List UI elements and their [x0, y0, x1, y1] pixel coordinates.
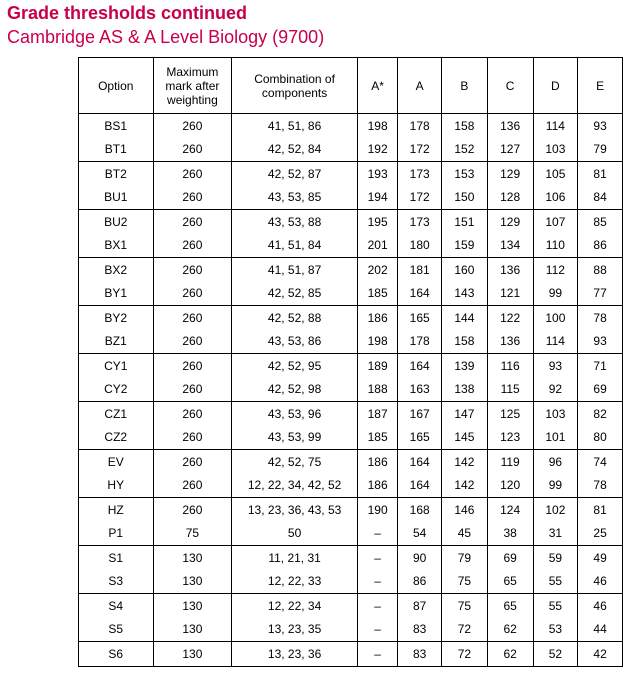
- cell-grade-c: 124: [487, 498, 533, 522]
- cell-grade-c: 128: [487, 186, 533, 210]
- cell-grade-d: 103: [533, 402, 578, 426]
- cell-combination: 42, 52, 87: [232, 162, 358, 186]
- cell-grade-astar: 195: [357, 210, 397, 234]
- cell-grade-b: 75: [441, 570, 487, 594]
- cell-grade-d: 59: [533, 546, 578, 570]
- cell-grade-b: 160: [441, 258, 487, 282]
- page-subtitle: Cambridge AS & A Level Biology (9700): [7, 27, 325, 47]
- cell-max-mark: 260: [153, 378, 232, 402]
- cell-grade-d: 96: [533, 450, 578, 474]
- cell-grade-a: 164: [398, 282, 442, 306]
- cell-grade-b: 144: [441, 306, 487, 330]
- cell-grade-astar: –: [357, 522, 397, 546]
- cell-grade-b: 152: [441, 138, 487, 162]
- column-header-max-mark: Maximum mark after weighting: [153, 58, 232, 114]
- cell-option: CZ1: [79, 402, 154, 426]
- cell-max-mark: 260: [153, 114, 232, 138]
- cell-combination: 13, 23, 35: [232, 618, 358, 642]
- cell-grade-e: 74: [578, 450, 623, 474]
- cell-grade-b: 142: [441, 450, 487, 474]
- cell-max-mark: 130: [153, 642, 232, 667]
- cell-grade-e: 86: [578, 234, 623, 258]
- cell-grade-d: 52: [533, 642, 578, 667]
- cell-grade-e: 84: [578, 186, 623, 210]
- cell-grade-a: 83: [398, 642, 442, 667]
- cell-grade-e: 78: [578, 474, 623, 498]
- cell-combination: 12, 22, 33: [232, 570, 358, 594]
- cell-grade-a: 178: [398, 330, 442, 354]
- cell-max-mark: 260: [153, 234, 232, 258]
- cell-combination: 42, 52, 88: [232, 306, 358, 330]
- table-row: [79, 210, 623, 234]
- cell-combination: 41, 51, 84: [232, 234, 358, 258]
- cell-grade-a: 168: [398, 498, 442, 522]
- cell-grade-d: 93: [533, 354, 578, 378]
- cell-option: HY: [79, 474, 154, 498]
- cell-max-mark: 260: [153, 210, 232, 234]
- cell-grade-e: 88: [578, 258, 623, 282]
- cell-max-mark: 130: [153, 618, 232, 642]
- cell-grade-d: 102: [533, 498, 578, 522]
- cell-grade-e: 93: [578, 114, 623, 138]
- cell-combination: 43, 53, 85: [232, 186, 358, 210]
- cell-grade-astar: 193: [357, 162, 397, 186]
- cell-grade-astar: 194: [357, 186, 397, 210]
- cell-grade-b: 139: [441, 354, 487, 378]
- cell-option: BT2: [79, 162, 154, 186]
- cell-max-mark: 260: [153, 402, 232, 426]
- cell-grade-astar: –: [357, 594, 397, 618]
- cell-grade-c: 121: [487, 282, 533, 306]
- cell-grade-a: 87: [398, 594, 442, 618]
- cell-grade-b: 143: [441, 282, 487, 306]
- cell-grade-a: 164: [398, 474, 442, 498]
- cell-grade-astar: 185: [357, 282, 397, 306]
- table-row: [79, 474, 623, 498]
- cell-combination: 42, 52, 84: [232, 138, 358, 162]
- cell-max-mark: 130: [153, 570, 232, 594]
- cell-grade-e: 79: [578, 138, 623, 162]
- cell-grade-c: 69: [487, 546, 533, 570]
- cell-grade-a: 172: [398, 186, 442, 210]
- cell-option: CY2: [79, 378, 154, 402]
- cell-grade-e: 81: [578, 162, 623, 186]
- cell-grade-astar: –: [357, 642, 397, 667]
- cell-combination: 43, 53, 88: [232, 210, 358, 234]
- cell-grade-b: 151: [441, 210, 487, 234]
- cell-grade-astar: 192: [357, 138, 397, 162]
- table-row: [79, 378, 623, 402]
- cell-grade-a: 181: [398, 258, 442, 282]
- cell-grade-astar: 185: [357, 426, 397, 450]
- cell-grade-c: 129: [487, 162, 533, 186]
- cell-option: P1: [79, 522, 154, 546]
- cell-grade-c: 136: [487, 258, 533, 282]
- cell-combination: 11, 21, 31: [232, 546, 358, 570]
- cell-option: BU2: [79, 210, 154, 234]
- cell-grade-a: 164: [398, 450, 442, 474]
- cell-grade-b: 158: [441, 330, 487, 354]
- cell-grade-a: 178: [398, 114, 442, 138]
- cell-grade-c: 123: [487, 426, 533, 450]
- table-row: [79, 642, 623, 667]
- cell-grade-b: 147: [441, 402, 487, 426]
- cell-grade-e: 49: [578, 546, 623, 570]
- cell-grade-astar: –: [357, 546, 397, 570]
- cell-combination: 42, 52, 95: [232, 354, 358, 378]
- cell-combination: 42, 52, 98: [232, 378, 358, 402]
- cell-grade-d: 106: [533, 186, 578, 210]
- cell-grade-d: 100: [533, 306, 578, 330]
- cell-grade-d: 99: [533, 282, 578, 306]
- cell-grade-astar: 202: [357, 258, 397, 282]
- cell-max-mark: 260: [153, 498, 232, 522]
- table-row: [79, 426, 623, 450]
- cell-grade-c: 120: [487, 474, 533, 498]
- cell-grade-c: 125: [487, 402, 533, 426]
- cell-grade-b: 146: [441, 498, 487, 522]
- column-header-grade-c: C: [487, 58, 533, 114]
- table-row: [79, 570, 623, 594]
- cell-grade-c: 65: [487, 594, 533, 618]
- cell-grade-c: 65: [487, 570, 533, 594]
- column-header-grade-astar: A*: [357, 58, 397, 114]
- table-row: [79, 282, 623, 306]
- table-row: [79, 114, 623, 138]
- cell-max-mark: 260: [153, 426, 232, 450]
- table-row: [79, 498, 623, 522]
- cell-grade-d: 92: [533, 378, 578, 402]
- cell-grade-e: 42: [578, 642, 623, 667]
- cell-grade-b: 158: [441, 114, 487, 138]
- cell-option: BY2: [79, 306, 154, 330]
- cell-max-mark: 130: [153, 594, 232, 618]
- cell-grade-astar: 186: [357, 306, 397, 330]
- cell-grade-e: 82: [578, 402, 623, 426]
- cell-grade-d: 103: [533, 138, 578, 162]
- cell-grade-a: 163: [398, 378, 442, 402]
- cell-grade-a: 173: [398, 162, 442, 186]
- cell-grade-b: 72: [441, 642, 487, 667]
- cell-option: BT1: [79, 138, 154, 162]
- column-header-grade-e: E: [578, 58, 623, 114]
- cell-max-mark: 260: [153, 354, 232, 378]
- cell-grade-c: 62: [487, 642, 533, 667]
- cell-max-mark: 260: [153, 282, 232, 306]
- cell-grade-e: 46: [578, 570, 623, 594]
- cell-option: CY1: [79, 354, 154, 378]
- cell-grade-c: 134: [487, 234, 533, 258]
- cell-option: S4: [79, 594, 154, 618]
- cell-grade-d: 110: [533, 234, 578, 258]
- cell-grade-b: 150: [441, 186, 487, 210]
- cell-grade-d: 55: [533, 594, 578, 618]
- grade-thresholds-table: [78, 57, 623, 667]
- cell-option: S5: [79, 618, 154, 642]
- cell-combination: 50: [232, 522, 358, 546]
- cell-grade-d: 107: [533, 210, 578, 234]
- cell-grade-astar: 187: [357, 402, 397, 426]
- table-row: [79, 162, 623, 186]
- cell-max-mark: 260: [153, 330, 232, 354]
- cell-grade-astar: 186: [357, 450, 397, 474]
- cell-grade-c: 115: [487, 378, 533, 402]
- cell-max-mark: 75: [153, 522, 232, 546]
- cell-option: BU1: [79, 186, 154, 210]
- cell-grade-astar: –: [357, 570, 397, 594]
- cell-grade-a: 90: [398, 546, 442, 570]
- column-header-combination: Combination of components: [232, 58, 358, 114]
- cell-grade-b: 75: [441, 594, 487, 618]
- cell-grade-e: 80: [578, 426, 623, 450]
- cell-grade-a: 173: [398, 210, 442, 234]
- cell-grade-c: 119: [487, 450, 533, 474]
- cell-grade-e: 46: [578, 594, 623, 618]
- table-row: [79, 402, 623, 426]
- cell-grade-b: 72: [441, 618, 487, 642]
- cell-combination: 12, 22, 34, 42, 52: [232, 474, 358, 498]
- cell-max-mark: 260: [153, 474, 232, 498]
- cell-combination: 43, 53, 96: [232, 402, 358, 426]
- cell-grade-d: 101: [533, 426, 578, 450]
- cell-combination: 13, 23, 36, 43, 53: [232, 498, 358, 522]
- column-header-option: Option: [79, 58, 154, 114]
- cell-grade-e: 78: [578, 306, 623, 330]
- cell-max-mark: 260: [153, 306, 232, 330]
- cell-option: BX1: [79, 234, 154, 258]
- cell-grade-b: 159: [441, 234, 487, 258]
- cell-grade-a: 164: [398, 354, 442, 378]
- cell-option: BY1: [79, 282, 154, 306]
- table-row: [79, 186, 623, 210]
- cell-max-mark: 260: [153, 450, 232, 474]
- cell-grade-e: 81: [578, 498, 623, 522]
- cell-max-mark: 260: [153, 258, 232, 282]
- table-row: [79, 138, 623, 162]
- cell-grade-b: 79: [441, 546, 487, 570]
- cell-grade-c: 136: [487, 330, 533, 354]
- cell-grade-b: 138: [441, 378, 487, 402]
- cell-grade-c: 136: [487, 114, 533, 138]
- cell-grade-astar: 186: [357, 474, 397, 498]
- cell-grade-astar: 201: [357, 234, 397, 258]
- cell-option: BX2: [79, 258, 154, 282]
- cell-grade-a: 180: [398, 234, 442, 258]
- cell-grade-d: 53: [533, 618, 578, 642]
- cell-grade-c: 62: [487, 618, 533, 642]
- table-row: [79, 258, 623, 282]
- cell-grade-a: 165: [398, 306, 442, 330]
- table-row: [79, 450, 623, 474]
- table-row: [79, 618, 623, 642]
- table-row: [79, 546, 623, 570]
- cell-option: BS1: [79, 114, 154, 138]
- cell-grade-a: 54: [398, 522, 442, 546]
- cell-grade-b: 145: [441, 426, 487, 450]
- cell-combination: 13, 23, 36: [232, 642, 358, 667]
- table-row: [79, 234, 623, 258]
- cell-grade-e: 71: [578, 354, 623, 378]
- cell-combination: 42, 52, 85: [232, 282, 358, 306]
- cell-grade-astar: 188: [357, 378, 397, 402]
- cell-grade-a: 172: [398, 138, 442, 162]
- cell-grade-e: 77: [578, 282, 623, 306]
- cell-combination: 43, 53, 99: [232, 426, 358, 450]
- cell-grade-c: 127: [487, 138, 533, 162]
- cell-combination: 43, 53, 86: [232, 330, 358, 354]
- cell-option: S3: [79, 570, 154, 594]
- table-header-row: [79, 58, 623, 114]
- cell-grade-a: 86: [398, 570, 442, 594]
- cell-grade-d: 105: [533, 162, 578, 186]
- table-row: [79, 330, 623, 354]
- cell-combination: 42, 52, 75: [232, 450, 358, 474]
- cell-grade-d: 114: [533, 114, 578, 138]
- column-header-grade-a: A: [398, 58, 442, 114]
- cell-grade-c: 38: [487, 522, 533, 546]
- cell-grade-astar: 189: [357, 354, 397, 378]
- table-body: [79, 114, 623, 667]
- cell-grade-astar: 190: [357, 498, 397, 522]
- cell-grade-b: 142: [441, 474, 487, 498]
- column-header-grade-d: D: [533, 58, 578, 114]
- cell-grade-d: 112: [533, 258, 578, 282]
- column-header-grade-b: B: [441, 58, 487, 114]
- cell-grade-astar: 198: [357, 330, 397, 354]
- table-row: [79, 354, 623, 378]
- table-row: [79, 594, 623, 618]
- cell-max-mark: 130: [153, 546, 232, 570]
- cell-grade-d: 55: [533, 570, 578, 594]
- cell-grade-e: 69: [578, 378, 623, 402]
- cell-combination: 41, 51, 86: [232, 114, 358, 138]
- cell-grade-a: 167: [398, 402, 442, 426]
- cell-grade-astar: 198: [357, 114, 397, 138]
- cell-grade-b: 45: [441, 522, 487, 546]
- cell-max-mark: 260: [153, 138, 232, 162]
- cell-option: CZ2: [79, 426, 154, 450]
- cell-grade-c: 116: [487, 354, 533, 378]
- cell-grade-a: 165: [398, 426, 442, 450]
- cell-max-mark: 260: [153, 186, 232, 210]
- cell-grade-d: 99: [533, 474, 578, 498]
- cell-grade-c: 129: [487, 210, 533, 234]
- cell-option: S1: [79, 546, 154, 570]
- cell-grade-d: 31: [533, 522, 578, 546]
- page-title: Grade thresholds continued: [7, 3, 248, 23]
- cell-max-mark: 260: [153, 162, 232, 186]
- cell-grade-e: 44: [578, 618, 623, 642]
- cell-grade-c: 122: [487, 306, 533, 330]
- cell-grade-b: 153: [441, 162, 487, 186]
- cell-option: S6: [79, 642, 154, 667]
- cell-grade-d: 114: [533, 330, 578, 354]
- cell-grade-astar: –: [357, 618, 397, 642]
- cell-combination: 12, 22, 34: [232, 594, 358, 618]
- cell-option: BZ1: [79, 330, 154, 354]
- table-row: [79, 306, 623, 330]
- table-row: [79, 522, 623, 546]
- cell-grade-e: 85: [578, 210, 623, 234]
- cell-combination: 41, 51, 87: [232, 258, 358, 282]
- cell-option: HZ: [79, 498, 154, 522]
- cell-grade-a: 83: [398, 618, 442, 642]
- cell-option: EV: [79, 450, 154, 474]
- cell-grade-e: 25: [578, 522, 623, 546]
- cell-grade-e: 93: [578, 330, 623, 354]
